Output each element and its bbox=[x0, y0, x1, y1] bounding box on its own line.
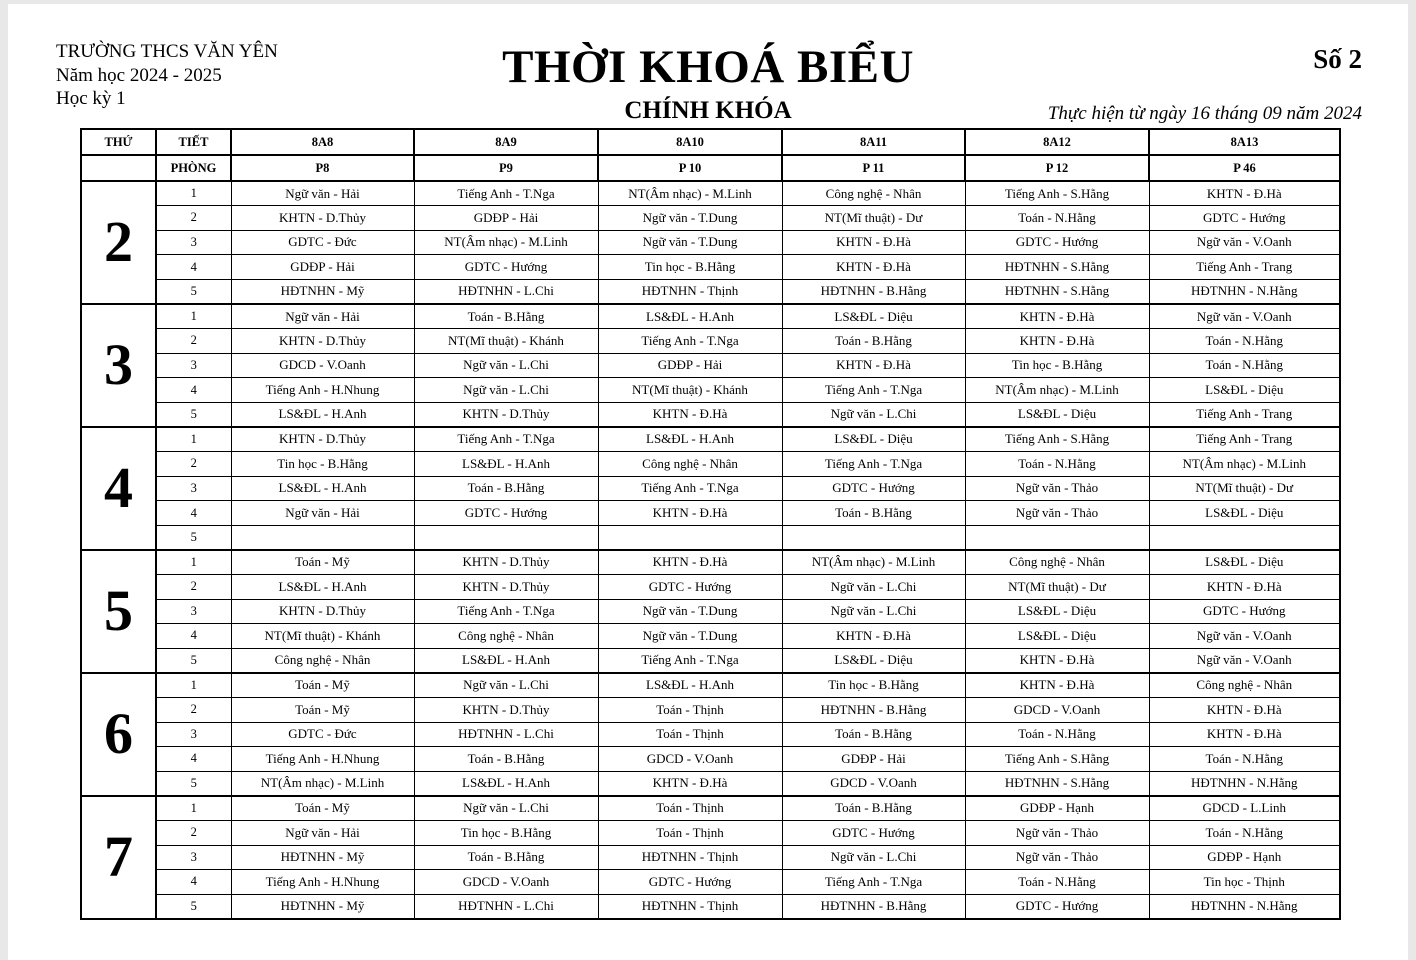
lesson-cell: GDTC - Hướng bbox=[782, 820, 965, 845]
lesson-cell: Tiếng Anh - T.Nga bbox=[782, 378, 965, 403]
lesson-cell: Ngữ văn - T.Dung bbox=[598, 206, 782, 231]
lesson-cell: Ngữ văn - T.Dung bbox=[598, 230, 782, 255]
lesson-cell bbox=[965, 525, 1149, 550]
lesson-cell: GDTC - Đức bbox=[231, 722, 414, 747]
table-row bbox=[81, 329, 1340, 354]
period-cell: 1 bbox=[156, 304, 231, 329]
lesson-cell: LS&ĐL - Diệu bbox=[1149, 550, 1340, 575]
lesson-cell: NT(Âm nhạc) - M.Linh bbox=[231, 771, 414, 796]
table-row bbox=[81, 624, 1340, 649]
lesson-cell: Tiếng Anh - T.Nga bbox=[414, 599, 598, 624]
lesson-cell: Toán - Mỹ bbox=[231, 550, 414, 575]
period-cell: 1 bbox=[156, 427, 231, 452]
day-cell: 5 bbox=[81, 550, 156, 673]
table-row bbox=[81, 575, 1340, 600]
semester: Học kỳ 1 bbox=[56, 88, 126, 109]
lesson-cell: Ngữ văn - L.Chi bbox=[414, 796, 598, 821]
lesson-cell: HĐTNHN - S.Hằng bbox=[965, 255, 1149, 280]
lesson-cell: Ngữ văn - L.Chi bbox=[782, 402, 965, 427]
lesson-cell: KHTN - Đ.Hà bbox=[965, 329, 1149, 354]
lesson-cell: Toán - B.Hằng bbox=[414, 747, 598, 772]
table-row bbox=[81, 771, 1340, 796]
lesson-cell: GDĐP - Hải bbox=[231, 255, 414, 280]
lesson-cell: KHTN - D.Thủy bbox=[414, 575, 598, 600]
table-row bbox=[81, 304, 1340, 329]
room-header: P 12 bbox=[965, 155, 1149, 181]
lesson-cell: HĐTNHN - N.Hằng bbox=[1149, 279, 1340, 304]
page-subtitle: CHÍNH KHÓA bbox=[624, 97, 792, 124]
room-header: P 11 bbox=[782, 155, 965, 181]
period-cell: 4 bbox=[156, 870, 231, 895]
lesson-cell: Tiếng Anh - Trang bbox=[1149, 427, 1340, 452]
period-cell: 4 bbox=[156, 624, 231, 649]
lesson-cell: Ngữ văn - T.Dung bbox=[598, 599, 782, 624]
period-cell: 2 bbox=[156, 452, 231, 477]
page-title: THỜI KHOÁ BIỂU bbox=[502, 41, 914, 93]
lesson-cell: Toán - B.Hằng bbox=[782, 796, 965, 821]
table-row bbox=[81, 673, 1340, 698]
lesson-cell: NT(Âm nhạc) - M.Linh bbox=[414, 230, 598, 255]
period-cell: 3 bbox=[156, 353, 231, 378]
period-cell: 3 bbox=[156, 599, 231, 624]
table-row bbox=[81, 747, 1340, 772]
lesson-cell: LS&ĐL - Diệu bbox=[1149, 501, 1340, 526]
lesson-cell: Công nghệ - Nhân bbox=[414, 624, 598, 649]
lesson-cell: Tiếng Anh - S.Hằng bbox=[965, 747, 1149, 772]
lesson-cell: NT(Mĩ thuật) - Khánh bbox=[231, 624, 414, 649]
lesson-cell: KHTN - D.Thủy bbox=[414, 402, 598, 427]
table-row bbox=[81, 894, 1340, 919]
lesson-cell: Ngữ văn - L.Chi bbox=[782, 845, 965, 870]
lesson-cell: HĐTNHN - Thịnh bbox=[598, 894, 782, 919]
document-number: Số 2 bbox=[1313, 44, 1362, 74]
school-name: TRƯỜNG THCS VĂN YÊN bbox=[56, 41, 278, 62]
lesson-cell: HĐTNHN - Mỹ bbox=[231, 279, 414, 304]
period-cell: 1 bbox=[156, 796, 231, 821]
lesson-cell: Tiếng Anh - T.Nga bbox=[782, 870, 965, 895]
class-header: 8A10 bbox=[598, 129, 782, 155]
table-row bbox=[81, 599, 1340, 624]
lesson-cell: GDTC - Hướng bbox=[414, 255, 598, 280]
lesson-cell: LS&ĐL - Diệu bbox=[782, 304, 965, 329]
lesson-cell: HĐTNHN - Mỹ bbox=[231, 894, 414, 919]
lesson-cell: GDTC - Hướng bbox=[598, 575, 782, 600]
table-row bbox=[81, 722, 1340, 747]
lesson-cell: Công nghệ - Nhân bbox=[782, 181, 965, 206]
period-cell: 4 bbox=[156, 501, 231, 526]
period-cell: 3 bbox=[156, 845, 231, 870]
lesson-cell: LS&ĐL - Diệu bbox=[1149, 378, 1340, 403]
lesson-cell: Toán - N.Hằng bbox=[965, 206, 1149, 231]
lesson-cell: LS&ĐL - H.Anh bbox=[231, 575, 414, 600]
lesson-cell: Tiếng Anh - T.Nga bbox=[782, 452, 965, 477]
lesson-cell: Ngữ văn - L.Chi bbox=[782, 575, 965, 600]
lesson-cell: GDTC - Hướng bbox=[965, 894, 1149, 919]
lesson-cell: LS&ĐL - H.Anh bbox=[231, 476, 414, 501]
lesson-cell: Toán - Mỹ bbox=[231, 673, 414, 698]
day-cell: 4 bbox=[81, 427, 156, 550]
period-cell: 3 bbox=[156, 230, 231, 255]
lesson-cell: Ngữ văn - Hải bbox=[231, 181, 414, 206]
lesson-cell: Ngữ văn - Hải bbox=[231, 304, 414, 329]
lesson-cell: Tiếng Anh - T.Nga bbox=[414, 181, 598, 206]
period-cell: 2 bbox=[156, 697, 231, 722]
table-row bbox=[81, 402, 1340, 427]
lesson-cell: Tin học - B.Hằng bbox=[231, 452, 414, 477]
lesson-cell: Tiếng Anh - T.Nga bbox=[598, 648, 782, 673]
day-cell: 7 bbox=[81, 796, 156, 919]
table-row bbox=[81, 230, 1340, 255]
lesson-cell: Toán - Thịnh bbox=[598, 722, 782, 747]
period-cell: 5 bbox=[156, 894, 231, 919]
lesson-cell: Tin học - Thịnh bbox=[1149, 870, 1340, 895]
lesson-cell: GDTC - Hướng bbox=[1149, 206, 1340, 231]
period-column-header: TIẾT bbox=[156, 129, 231, 155]
period-cell: 2 bbox=[156, 206, 231, 231]
lesson-cell: Tiếng Anh - T.Nga bbox=[598, 329, 782, 354]
period-cell: 4 bbox=[156, 747, 231, 772]
lesson-cell bbox=[782, 525, 965, 550]
lesson-cell: GDCD - L.Linh bbox=[1149, 796, 1340, 821]
table-row bbox=[81, 181, 1340, 206]
table-row bbox=[81, 648, 1340, 673]
lesson-cell: Ngữ văn - L.Chi bbox=[414, 378, 598, 403]
lesson-cell: Toán - N.Hằng bbox=[1149, 353, 1340, 378]
lesson-cell: KHTN - D.Thủy bbox=[414, 550, 598, 575]
lesson-cell: KHTN - Đ.Hà bbox=[782, 353, 965, 378]
class-header: 8A13 bbox=[1149, 129, 1340, 155]
lesson-cell: KHTN - D.Thủy bbox=[231, 599, 414, 624]
lesson-cell: KHTN - Đ.Hà bbox=[598, 501, 782, 526]
lesson-cell: GDTC - Hướng bbox=[598, 870, 782, 895]
table-row bbox=[81, 796, 1340, 821]
lesson-cell: NT(Mĩ thuật) - Khánh bbox=[414, 329, 598, 354]
lesson-cell: HĐTNHN - Thịnh bbox=[598, 279, 782, 304]
lesson-cell: NT(Mĩ thuật) - Dư bbox=[965, 575, 1149, 600]
lesson-cell: GDĐP - Hải bbox=[414, 206, 598, 231]
table-row bbox=[81, 550, 1340, 575]
period-cell: 2 bbox=[156, 820, 231, 845]
lesson-cell: LS&ĐL - H.Anh bbox=[598, 427, 782, 452]
table-row bbox=[81, 353, 1340, 378]
lesson-cell: GDCD - V.Oanh bbox=[782, 771, 965, 796]
lesson-cell: Toán - N.Hằng bbox=[1149, 329, 1340, 354]
lesson-cell: GDCD - V.Oanh bbox=[598, 747, 782, 772]
lesson-cell: HĐTNHN - L.Chi bbox=[414, 279, 598, 304]
lesson-cell: Ngữ văn - T.Dung bbox=[598, 624, 782, 649]
lesson-cell: Toán - N.Hằng bbox=[1149, 747, 1340, 772]
lesson-cell: Toán - Thịnh bbox=[598, 697, 782, 722]
period-cell: 5 bbox=[156, 771, 231, 796]
lesson-cell: KHTN - Đ.Hà bbox=[1149, 722, 1340, 747]
document-page bbox=[8, 4, 1408, 960]
lesson-cell: GDĐP - Hải bbox=[598, 353, 782, 378]
lesson-cell: GDCD - V.Oanh bbox=[231, 353, 414, 378]
room-header: P 46 bbox=[1149, 155, 1340, 181]
room-header: P8 bbox=[231, 155, 414, 181]
lesson-cell: NT(Âm nhạc) - M.Linh bbox=[965, 378, 1149, 403]
lesson-cell: Tiếng Anh - S.Hằng bbox=[965, 181, 1149, 206]
lesson-cell: KHTN - Đ.Hà bbox=[1149, 575, 1340, 600]
class-header: 8A11 bbox=[782, 129, 965, 155]
lesson-cell: Toán - B.Hằng bbox=[414, 476, 598, 501]
lesson-cell: Toán - N.Hằng bbox=[1149, 820, 1340, 845]
lesson-cell: HĐTNHN - Mỹ bbox=[231, 845, 414, 870]
day-column-header: THỨ bbox=[81, 129, 156, 155]
lesson-cell: HĐTNHN - Thịnh bbox=[598, 845, 782, 870]
lesson-cell: Tiếng Anh - Trang bbox=[1149, 255, 1340, 280]
table-row bbox=[81, 427, 1340, 452]
lesson-cell bbox=[1149, 525, 1340, 550]
lesson-cell: KHTN - Đ.Hà bbox=[1149, 697, 1340, 722]
lesson-cell: Tiếng Anh - S.Hằng bbox=[965, 427, 1149, 452]
lesson-cell: Toán - N.Hằng bbox=[965, 870, 1149, 895]
lesson-cell: KHTN - Đ.Hà bbox=[598, 771, 782, 796]
table-row bbox=[81, 845, 1340, 870]
lesson-cell bbox=[231, 525, 414, 550]
class-header: 8A12 bbox=[965, 129, 1149, 155]
lesson-cell: Ngữ văn - Hải bbox=[231, 820, 414, 845]
lesson-cell: LS&ĐL - H.Anh bbox=[598, 673, 782, 698]
room-header: P9 bbox=[414, 155, 598, 181]
lesson-cell: HĐTNHN - N.Hằng bbox=[1149, 771, 1340, 796]
lesson-cell: Tiếng Anh - H.Nhung bbox=[231, 747, 414, 772]
timetable bbox=[80, 128, 1341, 920]
period-cell: 2 bbox=[156, 329, 231, 354]
lesson-cell: NT(Mĩ thuật) - Dư bbox=[782, 206, 965, 231]
lesson-cell: Ngữ văn - Thảo bbox=[965, 501, 1149, 526]
school-year: Năm học 2024 - 2025 bbox=[56, 64, 222, 86]
lesson-cell: LS&ĐL - Diệu bbox=[782, 648, 965, 673]
lesson-cell bbox=[598, 525, 782, 550]
lesson-cell: Toán - B.Hằng bbox=[782, 501, 965, 526]
lesson-cell: LS&ĐL - Diệu bbox=[782, 427, 965, 452]
period-cell: 4 bbox=[156, 378, 231, 403]
lesson-cell: Toán - B.Hằng bbox=[782, 329, 965, 354]
lesson-cell: Tiếng Anh - Trang bbox=[1149, 402, 1340, 427]
lesson-cell: GDĐP - Hạnh bbox=[965, 796, 1149, 821]
lesson-cell: Toán - Mỹ bbox=[231, 796, 414, 821]
lesson-cell: Công nghệ - Nhân bbox=[231, 648, 414, 673]
period-cell: 5 bbox=[156, 648, 231, 673]
lesson-cell: KHTN - Đ.Hà bbox=[782, 230, 965, 255]
lesson-cell: GDTC - Đức bbox=[231, 230, 414, 255]
lesson-cell: GDTC - Hướng bbox=[965, 230, 1149, 255]
lesson-cell: GDĐP - Hải bbox=[782, 747, 965, 772]
lesson-cell: Ngữ văn - Thảo bbox=[965, 476, 1149, 501]
room-header-row bbox=[81, 155, 1340, 181]
lesson-cell: Ngữ văn - V.Oanh bbox=[1149, 624, 1340, 649]
lesson-cell: GDCD - V.Oanh bbox=[414, 870, 598, 895]
room-column-header: PHÒNG bbox=[156, 155, 231, 181]
lesson-cell: Ngữ văn - V.Oanh bbox=[1149, 648, 1340, 673]
empty-header-cell bbox=[81, 155, 156, 181]
lesson-cell: Ngữ văn - V.Oanh bbox=[1149, 304, 1340, 329]
lesson-cell: LS&ĐL - H.Anh bbox=[598, 304, 782, 329]
lesson-cell: LS&ĐL - H.Anh bbox=[414, 452, 598, 477]
lesson-cell: Tin học - B.Hằng bbox=[965, 353, 1149, 378]
period-cell: 3 bbox=[156, 722, 231, 747]
lesson-cell: GDTC - Hướng bbox=[414, 501, 598, 526]
lesson-cell: NT(Âm nhạc) - M.Linh bbox=[1149, 452, 1340, 477]
lesson-cell: HĐTNHN - B.Hằng bbox=[782, 279, 965, 304]
lesson-cell: KHTN - D.Thủy bbox=[414, 697, 598, 722]
class-header: 8A8 bbox=[231, 129, 414, 155]
lesson-cell: KHTN - D.Thủy bbox=[231, 329, 414, 354]
lesson-cell: KHTN - Đ.Hà bbox=[598, 402, 782, 427]
period-cell: 5 bbox=[156, 525, 231, 550]
lesson-cell: Công nghệ - Nhân bbox=[1149, 673, 1340, 698]
lesson-cell: HĐTNHN - B.Hằng bbox=[782, 697, 965, 722]
lesson-cell: KHTN - Đ.Hà bbox=[965, 304, 1149, 329]
lesson-cell: KHTN - Đ.Hà bbox=[1149, 181, 1340, 206]
table-row bbox=[81, 501, 1340, 526]
lesson-cell: Tiếng Anh - H.Nhung bbox=[231, 870, 414, 895]
room-header: P 10 bbox=[598, 155, 782, 181]
lesson-cell: Toán - N.Hằng bbox=[965, 452, 1149, 477]
lesson-cell: Toán - B.Hằng bbox=[414, 304, 598, 329]
lesson-cell: LS&ĐL - H.Anh bbox=[231, 402, 414, 427]
day-cell: 2 bbox=[81, 181, 156, 304]
period-cell: 1 bbox=[156, 550, 231, 575]
lesson-cell: NT(Mĩ thuật) - Dư bbox=[1149, 476, 1340, 501]
table-row bbox=[81, 476, 1340, 501]
lesson-cell: HĐTNHN - L.Chi bbox=[414, 894, 598, 919]
table-row bbox=[81, 525, 1340, 550]
lesson-cell: Tiếng Anh - T.Nga bbox=[414, 427, 598, 452]
lesson-cell: NT(Âm nhạc) - M.Linh bbox=[782, 550, 965, 575]
lesson-cell: Ngữ văn - L.Chi bbox=[414, 353, 598, 378]
lesson-cell: Toán - N.Hằng bbox=[965, 722, 1149, 747]
table-row bbox=[81, 870, 1340, 895]
lesson-cell: KHTN - Đ.Hà bbox=[782, 624, 965, 649]
table-row bbox=[81, 279, 1340, 304]
lesson-cell: NT(Âm nhạc) - M.Linh bbox=[598, 181, 782, 206]
lesson-cell: LS&ĐL - Diệu bbox=[965, 402, 1149, 427]
lesson-cell: HĐTNHN - S.Hằng bbox=[965, 279, 1149, 304]
lesson-cell: Ngữ văn - L.Chi bbox=[782, 599, 965, 624]
lesson-cell: Toán - Thịnh bbox=[598, 796, 782, 821]
lesson-cell: Tiếng Anh - T.Nga bbox=[598, 476, 782, 501]
lesson-cell: HĐTNHN - B.Hằng bbox=[782, 894, 965, 919]
lesson-cell: Toán - Mỹ bbox=[231, 697, 414, 722]
lesson-cell: Ngữ văn - L.Chi bbox=[414, 673, 598, 698]
lesson-cell: Công nghệ - Nhân bbox=[965, 550, 1149, 575]
lesson-cell: KHTN - Đ.Hà bbox=[965, 648, 1149, 673]
lesson-cell: Ngữ văn - V.Oanh bbox=[1149, 230, 1340, 255]
lesson-cell: HĐTNHN - N.Hằng bbox=[1149, 894, 1340, 919]
class-header: 8A9 bbox=[414, 129, 598, 155]
lesson-cell: Toán - B.Hằng bbox=[782, 722, 965, 747]
lesson-cell: GDTC - Hướng bbox=[782, 476, 965, 501]
period-cell: 3 bbox=[156, 476, 231, 501]
lesson-cell: HĐTNHN - S.Hằng bbox=[965, 771, 1149, 796]
period-cell: 1 bbox=[156, 181, 231, 206]
lesson-cell: LS&ĐL - Diệu bbox=[965, 599, 1149, 624]
table-row bbox=[81, 820, 1340, 845]
period-cell: 1 bbox=[156, 673, 231, 698]
lesson-cell: Toán - B.Hằng bbox=[414, 845, 598, 870]
lesson-cell: LS&ĐL - H.Anh bbox=[414, 648, 598, 673]
class-header-row bbox=[81, 129, 1340, 155]
lesson-cell: GDTC - Hướng bbox=[1149, 599, 1340, 624]
lesson-cell: GDĐP - Hạnh bbox=[1149, 845, 1340, 870]
lesson-cell: NT(Mĩ thuật) - Khánh bbox=[598, 378, 782, 403]
lesson-cell bbox=[414, 525, 598, 550]
lesson-cell: KHTN - Đ.Hà bbox=[965, 673, 1149, 698]
lesson-cell: LS&ĐL - H.Anh bbox=[414, 771, 598, 796]
lesson-cell: KHTN - Đ.Hà bbox=[598, 550, 782, 575]
lesson-cell: GDCD - V.Oanh bbox=[965, 697, 1149, 722]
lesson-cell: HĐTNHN - L.Chi bbox=[414, 722, 598, 747]
lesson-cell: Ngữ văn - Thảo bbox=[965, 820, 1149, 845]
lesson-cell: KHTN - D.Thủy bbox=[231, 206, 414, 231]
table-row bbox=[81, 206, 1340, 231]
lesson-cell: LS&ĐL - Diệu bbox=[965, 624, 1149, 649]
lesson-cell: Tin học - B.Hằng bbox=[598, 255, 782, 280]
timetable-body bbox=[81, 181, 1340, 919]
period-cell: 5 bbox=[156, 279, 231, 304]
period-cell: 5 bbox=[156, 402, 231, 427]
table-row bbox=[81, 378, 1340, 403]
lesson-cell: Tiếng Anh - H.Nhung bbox=[231, 378, 414, 403]
lesson-cell: Toán - Thịnh bbox=[598, 820, 782, 845]
lesson-cell: KHTN - D.Thủy bbox=[231, 427, 414, 452]
day-cell: 3 bbox=[81, 304, 156, 427]
table-row bbox=[81, 452, 1340, 477]
day-cell: 6 bbox=[81, 673, 156, 796]
lesson-cell: Tin học - B.Hằng bbox=[782, 673, 965, 698]
lesson-cell: KHTN - Đ.Hà bbox=[782, 255, 965, 280]
lesson-cell: Ngữ văn - Hải bbox=[231, 501, 414, 526]
lesson-cell: Tin học - B.Hằng bbox=[414, 820, 598, 845]
lesson-cell: Ngữ văn - Thảo bbox=[965, 845, 1149, 870]
period-cell: 2 bbox=[156, 575, 231, 600]
period-cell: 4 bbox=[156, 255, 231, 280]
lesson-cell: Công nghệ - Nhân bbox=[598, 452, 782, 477]
table-row bbox=[81, 255, 1340, 280]
table-row bbox=[81, 697, 1340, 722]
effective-date: Thực hiện từ ngày 16 tháng 09 năm 2024 bbox=[1047, 103, 1362, 124]
